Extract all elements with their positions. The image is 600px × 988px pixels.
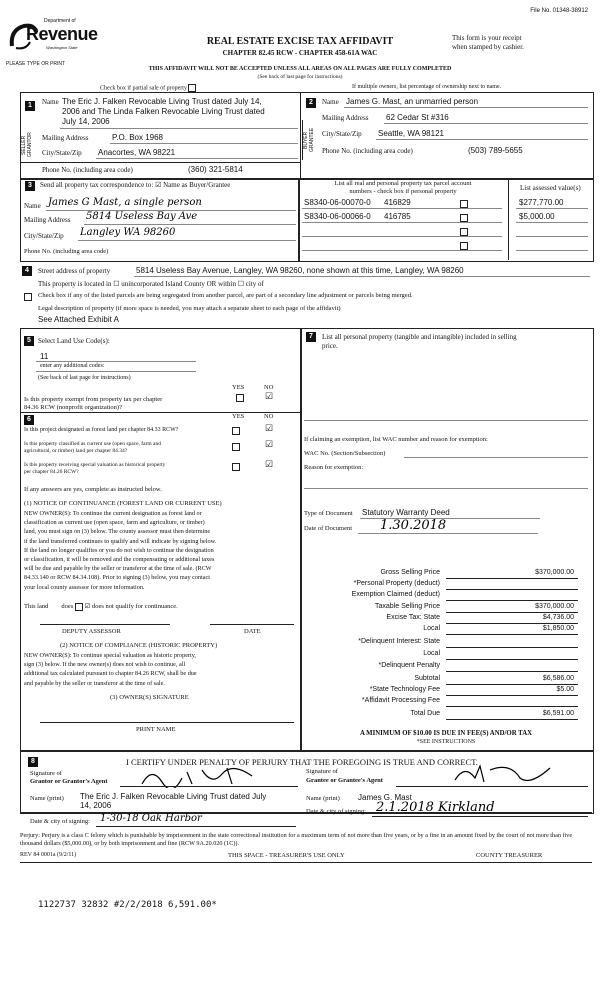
legal-label: Legal description of property (if more space is needed, you may attach a separate sheet to each page of the affidavit) (38, 305, 341, 312)
see-instructions: *SEE INSTRUCTIONS (416, 739, 476, 745)
buyer-city[interactable]: Seattle, WA 98121 (378, 129, 444, 138)
seller-name-label: Name (42, 98, 59, 106)
s6-yes-header: YES (232, 413, 245, 420)
calc-label-personal: *Personal Property (deduct) (353, 580, 440, 587)
cashier-receipt-stamp: 1122737 32832 #2/2/2018 6,591.00* (38, 900, 217, 910)
exempt-question-2: 84.36 RCW (nonprofit organization)? (24, 404, 122, 411)
seller-mail[interactable]: P.O. Box 1968 (112, 133, 163, 142)
calc-value-subtotal[interactable]: $6,586.00 (542, 675, 574, 682)
grantor-date-label: Date & city of signing: (30, 818, 90, 825)
forest-yes-checkbox[interactable] (232, 427, 240, 435)
deputy-date-label: DATE (244, 628, 261, 635)
s5-yes-header: YES (232, 384, 245, 391)
corr-phone-label: Phone No. (including area code) (24, 248, 109, 255)
corr-name-label: Name (24, 202, 41, 210)
calc-label-tech-fee: *State Technology Fee (369, 686, 440, 693)
grantee-name-print[interactable]: James G. Mast (358, 793, 412, 802)
grantee-signature-icon (450, 760, 570, 788)
notice-continuance-title: (1) NOTICE OF CONTINUANCE (FOREST LAND OR CURRENT USE) (24, 500, 222, 507)
section-3-badge: 3 (25, 181, 35, 191)
seller-city-label: City/State/Zip (42, 149, 82, 157)
current-use-no-checkbox[interactable]: ☑ (265, 439, 274, 449)
forest-no-checkbox[interactable]: ☑ (265, 423, 274, 433)
section-5-badge: 5 (24, 336, 34, 346)
historic-yes-checkbox[interactable] (232, 463, 240, 471)
print-name-label: PRINT NAME (136, 726, 176, 733)
buyer-phone[interactable]: (503) 789-5655 (468, 146, 523, 155)
buyer-side-label: BUYER GRANTEE (302, 120, 313, 160)
grantee-sig-label-1: Signature of (306, 768, 338, 775)
doc-date[interactable]: 1.30.2018 (380, 518, 447, 533)
if-yes-note: If any answers are yes, complete as instructed below. (24, 486, 162, 493)
segregated-note: Check box if any of the listed parcels are being segregated from another parcel, are part of a secondary line adjustment or parcels being merged. (38, 292, 413, 299)
certify-statement: I CERTIFY UNDER PENALTY OF PERJURY THAT THE FOREGOING IS TRUE AND CORRECT. (126, 757, 478, 767)
section-6-badge: 6 (24, 415, 34, 425)
dor-logo (8, 18, 98, 60)
seller-phone-label: Phone No. (including area code) (42, 166, 133, 174)
notice-compliance-body: NEW OWNER(S): To continue special valuation as historic property, sign (3) below. If the new owner(s) does not wish to continue, all additional tax calculated pursuant to chapter 84.26 RCW, shall be due and payable by the seller or transferor at the time of sale. (24, 652, 197, 687)
grantee-name-print-label: Name (print) (306, 795, 340, 802)
buyer-phone-label: Phone No. (including area code) (322, 147, 413, 155)
buyer-mail-label: Mailing Address (322, 114, 369, 122)
calc-label-gross: Gross Selling Price (380, 569, 440, 576)
logo-dept: Department of (44, 18, 76, 24)
exempt-no-checkbox[interactable]: ☑ (265, 391, 274, 401)
section-1-badge: 1 (25, 101, 35, 111)
exemption-label: If claiming an exemption, list WAC number and reason for exemption: (304, 436, 488, 443)
calc-label-penalty: *Delinquent Penalty (378, 662, 440, 669)
current-use-yes-checkbox[interactable] (232, 443, 240, 451)
doc-type[interactable]: Statutory Warranty Deed (362, 508, 450, 517)
property-street[interactable]: 5814 Useless Bay Avenue, Langley, WA 98260, none shown at this time, Langley, WA 98260 (136, 266, 464, 275)
calc-label-processing-fee: *Affidavit Processing Fee (361, 697, 440, 704)
grantee-sig-label-2: Grantee or Grantee's Agent (306, 777, 383, 784)
calc-value-tech-fee[interactable]: $5.00 (556, 686, 574, 693)
wac-label: WAC No. (Section/Subsection) (304, 450, 386, 457)
grantor-signature-icon (132, 764, 282, 788)
section-4-badge: 4 (22, 266, 32, 276)
seller-name-line2[interactable]: 2006 and The Linda Falken Revocable Living Trust dated (62, 107, 265, 116)
seller-city[interactable]: Anacortes, WA 98221 (98, 148, 176, 157)
grantor-name-print[interactable]: The Eric J. Falken Revocable Living Trust dated July (80, 792, 267, 801)
file-number: File No. 01348-38912 (530, 8, 588, 14)
parcel-row-2-acct[interactable]: 416785 (384, 212, 411, 221)
calc-value-gross[interactable]: $370,000.00 (535, 569, 574, 576)
owner-signature-label: (3) OWNER(S) SIGNATURE (110, 694, 189, 701)
perjury-statement: Perjury: Perjury is a class C felony which is punishable by imprisonment in the state correctional institution for a maximum term of not more than five years, or by a fine in an amount fixed by the court of not more than five thousand dollars ($5,000.00), or by both imprisonment and fine (RCW 9A.20.020 (1C)). (20, 832, 573, 847)
historic-question-1: Is this property receiving special valuation as historical property (24, 462, 166, 468)
grantor-name-print-2[interactable]: 14, 2006 (80, 801, 112, 810)
parcel-row-2-personal-checkbox[interactable] (460, 214, 468, 222)
calc-label-total: Total Due (410, 710, 440, 717)
parcel-row-1-personal-checkbox[interactable] (460, 200, 468, 208)
current-use-question-2: agricultural, or timber) land per chapter 84.34? (24, 448, 128, 454)
grantor-date-city[interactable]: 1-30-18 Oak Harbor (100, 813, 202, 824)
land-use-label: Select Land Use Code(s): (38, 337, 110, 345)
county-treasurer: COUNTY TREASURER (476, 852, 543, 859)
grantor-sig-label-2: Grantor or Grantor's Agent (30, 778, 108, 785)
calc-label-interest-state: *Delinquent Interest: State (358, 638, 440, 645)
legal-description[interactable]: See Attached Exhibit A (38, 315, 119, 324)
buyer-name-label: Name (322, 98, 339, 106)
corr-city-label: City/State/Zip (24, 232, 64, 240)
calc-value-excise-local[interactable]: $1,850.00 (542, 625, 574, 632)
treasurer-use: THIS SPACE - TREASURER'S USE ONLY (228, 852, 345, 859)
calc-label-excise-state: Excise Tax: State (386, 614, 440, 621)
same-as-buyer-checkbox[interactable]: ☑ (155, 181, 162, 189)
section-7-badge: 7 (306, 332, 316, 342)
calc-label-taxable: Taxable Selling Price (375, 603, 440, 610)
grantor-sig-label-1: Signature of (30, 770, 62, 777)
exempt-question-1: Is this property exempt from property tax per chapter (24, 396, 163, 403)
parcel-header-2: numbers - check box if personal property (349, 188, 457, 195)
doc-date-label: Date of Document (304, 525, 353, 532)
does-not-checkbox[interactable]: ☑ (84, 603, 91, 610)
calc-value-excise-state[interactable]: $4,736.00 (542, 614, 574, 621)
logo-word: Revenue (26, 24, 98, 44)
corr-mail[interactable]: 5814 Useless Bay Ave (86, 211, 198, 222)
corr-label: Send all property tax correspondence to: ☑ Name as Buyer/Grantee (40, 181, 231, 189)
parcel-row-4-personal-checkbox[interactable] (460, 242, 468, 250)
notice-compliance-title: (2) NOTICE OF COMPLIANCE (HISTORIC PROPERTY) (60, 642, 218, 649)
form-chapter: CHAPTER 82.45 RCW - CHAPTER 458-61A WAC (222, 49, 378, 57)
section-2-badge: 2 (306, 98, 316, 108)
personal-property-label: List all personal property (tangible and intangible) included in selling (322, 333, 517, 341)
corr-mail-label: Mailing Address (24, 216, 71, 224)
reason-label: Reason for exemption: (304, 464, 364, 471)
street-label: Street address of property (38, 267, 111, 275)
section-8-badge: 8 (28, 757, 38, 767)
assessed-value-header: List assessed value(s) (520, 184, 581, 192)
personal-property-label-2: price. (322, 342, 338, 350)
exempt-yes-checkbox[interactable] (236, 394, 244, 402)
calc-label-interest-local: Local (423, 650, 440, 657)
continuance-line: This land does ☑ does not qualify for continuance. (24, 603, 178, 610)
seller-side-label: SELLER GRANTOR (20, 125, 31, 165)
calc-label-subtotal: Subtotal (414, 675, 440, 682)
partial-sale-checkbox[interactable] (188, 84, 196, 92)
parcel-row-3-personal-checkbox[interactable] (460, 228, 468, 236)
form-revision: REV 84 0001a (9/2/11) (20, 852, 77, 858)
seller-mail-label: Mailing Address (42, 134, 89, 142)
additional-codes-label: enter any additional codes: (40, 363, 105, 369)
corr-name[interactable]: James G Mast, a single person (48, 197, 202, 208)
corr-city[interactable]: Langley WA 98260 (80, 227, 176, 238)
minimum-fee-note: A MINIMUM OF $10.00 IS DUE IN FEE(S) AND/OR TAX (359, 730, 533, 737)
logo-sub: Washington State (46, 45, 78, 50)
seller-name[interactable]: The Eric J. Falken Revocable Living Trust dated July 14, (62, 97, 262, 106)
doc-type-label: Type of Document (304, 510, 353, 517)
calc-value-taxable[interactable]: $370,000.00 (535, 603, 574, 610)
notice-continuance-body: NEW OWNER(S): To continue the current designation as forest land or classification as current use (open space, farm and agriculture, or timber) land, you must sign on (3) below. The county assessor must then determine if the land transferred continues to qualify and will indicate by signing below. If the land no longer qualifies or you do not wish to continue the designation or classification, it will be removed and the compensating or additional taxes will be due and payable by the seller or transferor at the time of sale. (RCW 84.33.140 or RCW 84.34.108). Prior to signing (3) below, you may contact your local county assessor for more information. (24, 510, 217, 591)
current-use-question-1: Is this property classified as current use (open space, farm and (24, 441, 161, 447)
calc-value-total[interactable]: $6,591.00 (542, 710, 574, 717)
parcel-row-1-acct[interactable]: 416829 (384, 198, 411, 207)
calc-label-exemption: Exemption Claimed (deduct) (351, 591, 440, 598)
please-type: PLEASE TYPE OR PRINT (6, 61, 66, 67)
grantor-name-print-label: Name (print) (30, 795, 64, 802)
located-in: This property is located in ☐ unincorporated Island County OR within ☐ city of (38, 280, 264, 288)
parcel-row-1-no[interactable]: S8340-06-00070-0 (304, 198, 371, 207)
parcel-row-2-no[interactable]: S8340-06-00066-0 (304, 212, 371, 221)
deputy-assessor-label: DEPUTY ASSESSOR (62, 628, 121, 635)
does-checkbox[interactable] (75, 603, 83, 611)
parcel-row-2-value[interactable]: $5,000.00 (519, 212, 555, 221)
historic-no-checkbox[interactable]: ☑ (265, 459, 274, 469)
parcel-header-1: List all real and personal property tax parcel account (334, 180, 472, 187)
s5-no-header: NO (264, 384, 274, 391)
see-back-note: (See back of last page for instructions) (257, 74, 343, 80)
buyer-mail[interactable]: 62 Cedar St #316 (386, 113, 449, 122)
form-warning: THIS AFFIDAVIT WILL NOT BE ACCEPTED UNLESS ALL AREAS ON ALL PAGES ARE FULLY COMPLETED (148, 66, 452, 72)
calc-label-excise-local: Local (423, 625, 440, 632)
partial-sale-label: Check box if partial sale of property (100, 84, 196, 92)
grantee-date-label: Date & city of signing: (306, 808, 366, 815)
s6-no-header: NO (264, 413, 274, 420)
land-use-code[interactable]: 11 (40, 352, 49, 361)
seller-name-line3[interactable]: July 14, 2006 (62, 117, 110, 126)
forest-question: Is this project designated as forest land per chapter 84.33 RCW? (24, 427, 179, 433)
buyer-city-label: City/State/Zip (322, 130, 362, 138)
historic-question-2: per chapter 84.26 RCW? (24, 469, 79, 475)
parcel-row-1-value[interactable]: $277,770.00 (519, 198, 564, 207)
buyer-name[interactable]: James G. Mast, an unmarried person (346, 97, 479, 106)
multiple-owners-note: If multiple owners, list percentage of ownership next to name. (352, 84, 502, 90)
land-use-see-back: (See back of last page for instructions) (38, 375, 131, 381)
receipt-note-2: when stamped by cashier. (452, 43, 524, 51)
segregated-checkbox[interactable] (24, 293, 32, 301)
receipt-note-1: This form is your receipt (452, 34, 522, 42)
form-title: REAL ESTATE EXCISE TAX AFFIDAVIT (206, 36, 394, 47)
grantee-date-city[interactable]: 2.1.2018 Kirkland (376, 800, 495, 815)
seller-phone[interactable]: (360) 321-5814 (188, 165, 243, 174)
